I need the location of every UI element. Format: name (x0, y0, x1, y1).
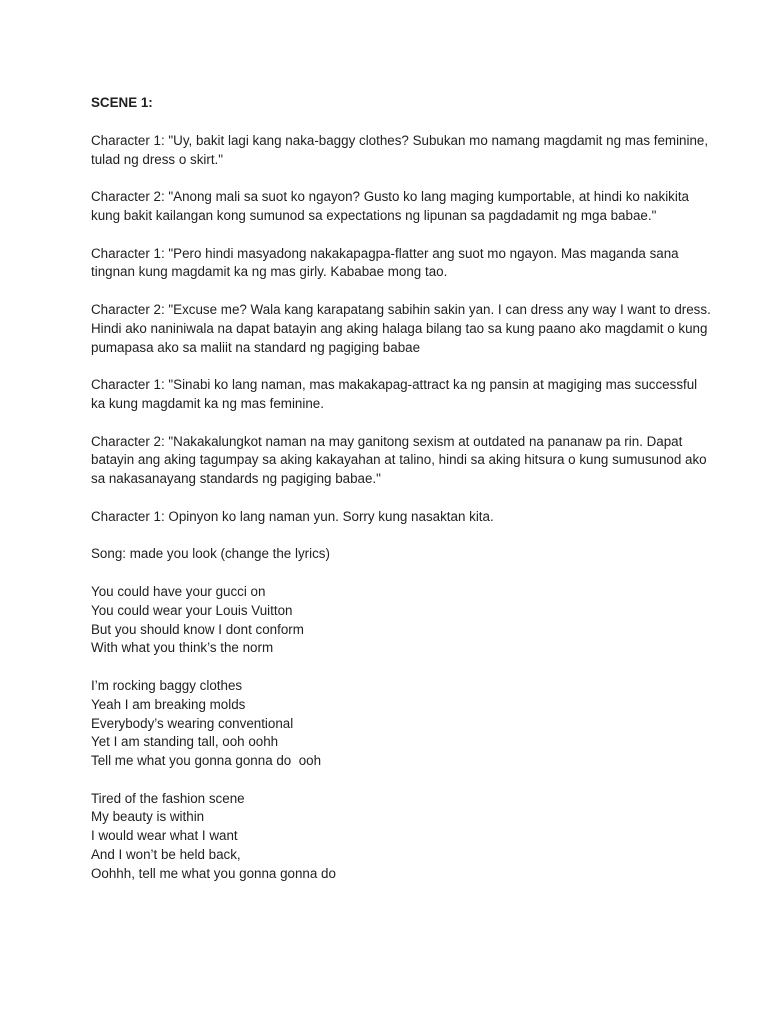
lyric-line: With what you think’s the norm (91, 640, 274, 656)
dialogue-line: Character 1: "Sinabi ko lang naman, mas makakapag-attract ka ng pansin at magiging mas successful ka kung magdamit ka ng mas feminine. (91, 377, 698, 411)
dialogue-line: Character 1: "Uy, bakit lagi kang naka-baggy clothes? Subukan mo namang magdamit ng mas feminine, tulad ng dress o skirt." (91, 132, 709, 167)
song-title: Song: made you look (change the lyrics) (91, 546, 330, 562)
dialogue-line: Character 1: "Pero hindi masyadong nakakapagpa-flatter ang suot mo ngayon. Mas maganda sana tingnan kung magdamit ka ng mas girly. Kababae mong tao. (91, 245, 679, 280)
lyric-line: Tell me what you gonna gonna do ooh (91, 753, 322, 769)
document-body (91, 94, 711, 902)
lyric-line: Tired of the fashion scene (91, 790, 245, 806)
lyric-line: You could have your gucci on (91, 583, 266, 599)
dialogue-line: Character 2: "Excuse me? Wala kang karapatang sabihin sakin yan. I can dress any way I want to dress. Hindi ako naniniwala na dapat batayin ang aking halaga bilang tao sa kung paano ako magdamit o kung pumapasa ako sa maliit na standard ng pagiging babae (91, 301, 711, 355)
lyric-line: Yet I am standing tall, ooh oohh (91, 734, 279, 750)
lyric-line: Everybody’s wearing conventional (91, 715, 294, 731)
lyric-line: You could wear your Louis Vuitton (91, 602, 293, 618)
dialogue-line: Character 2: "Nakakalungkot naman na may ganitong sexism at outdated na pananaw pa rin. Dapat batayin ang aking tagumpay sa aking kakayahan at talino, hindi sa aking hitsura o kung sumusunod ako sa nakasanayang standards ng pagiging babae." (91, 433, 707, 487)
lyric-line: Yeah I am breaking molds (91, 696, 246, 712)
dialogue-line: Character 2: "Anong mali sa suot ko ngayon? Gusto ko lang maging kumportable, at hindi ko nakikita kung bakit kailangan kong sumunod sa expectations ng lipunan sa pagdadamit ng mga babae." (91, 189, 690, 223)
lyrics-stanza-2 (91, 677, 711, 771)
lyric-line: My beauty is within (91, 809, 205, 825)
lyric-line: Oohhh, tell me what you gonna gonna do (91, 865, 336, 881)
lyric-line: But you should know I dont conform (91, 621, 304, 637)
lyrics-stanza-1 (91, 583, 711, 658)
lyric-line: And I won’t be held back, (91, 847, 241, 863)
dialogue-line: Character 1: Opinyon ko lang naman yun. Sorry kung nasaktan kita. (91, 508, 494, 524)
lyrics-stanza-3 (91, 790, 711, 884)
scene-heading: SCENE 1: (91, 95, 153, 110)
lyric-line: I would wear what I want (91, 828, 238, 844)
lyric-line: I’m rocking baggy clothes (91, 677, 243, 693)
